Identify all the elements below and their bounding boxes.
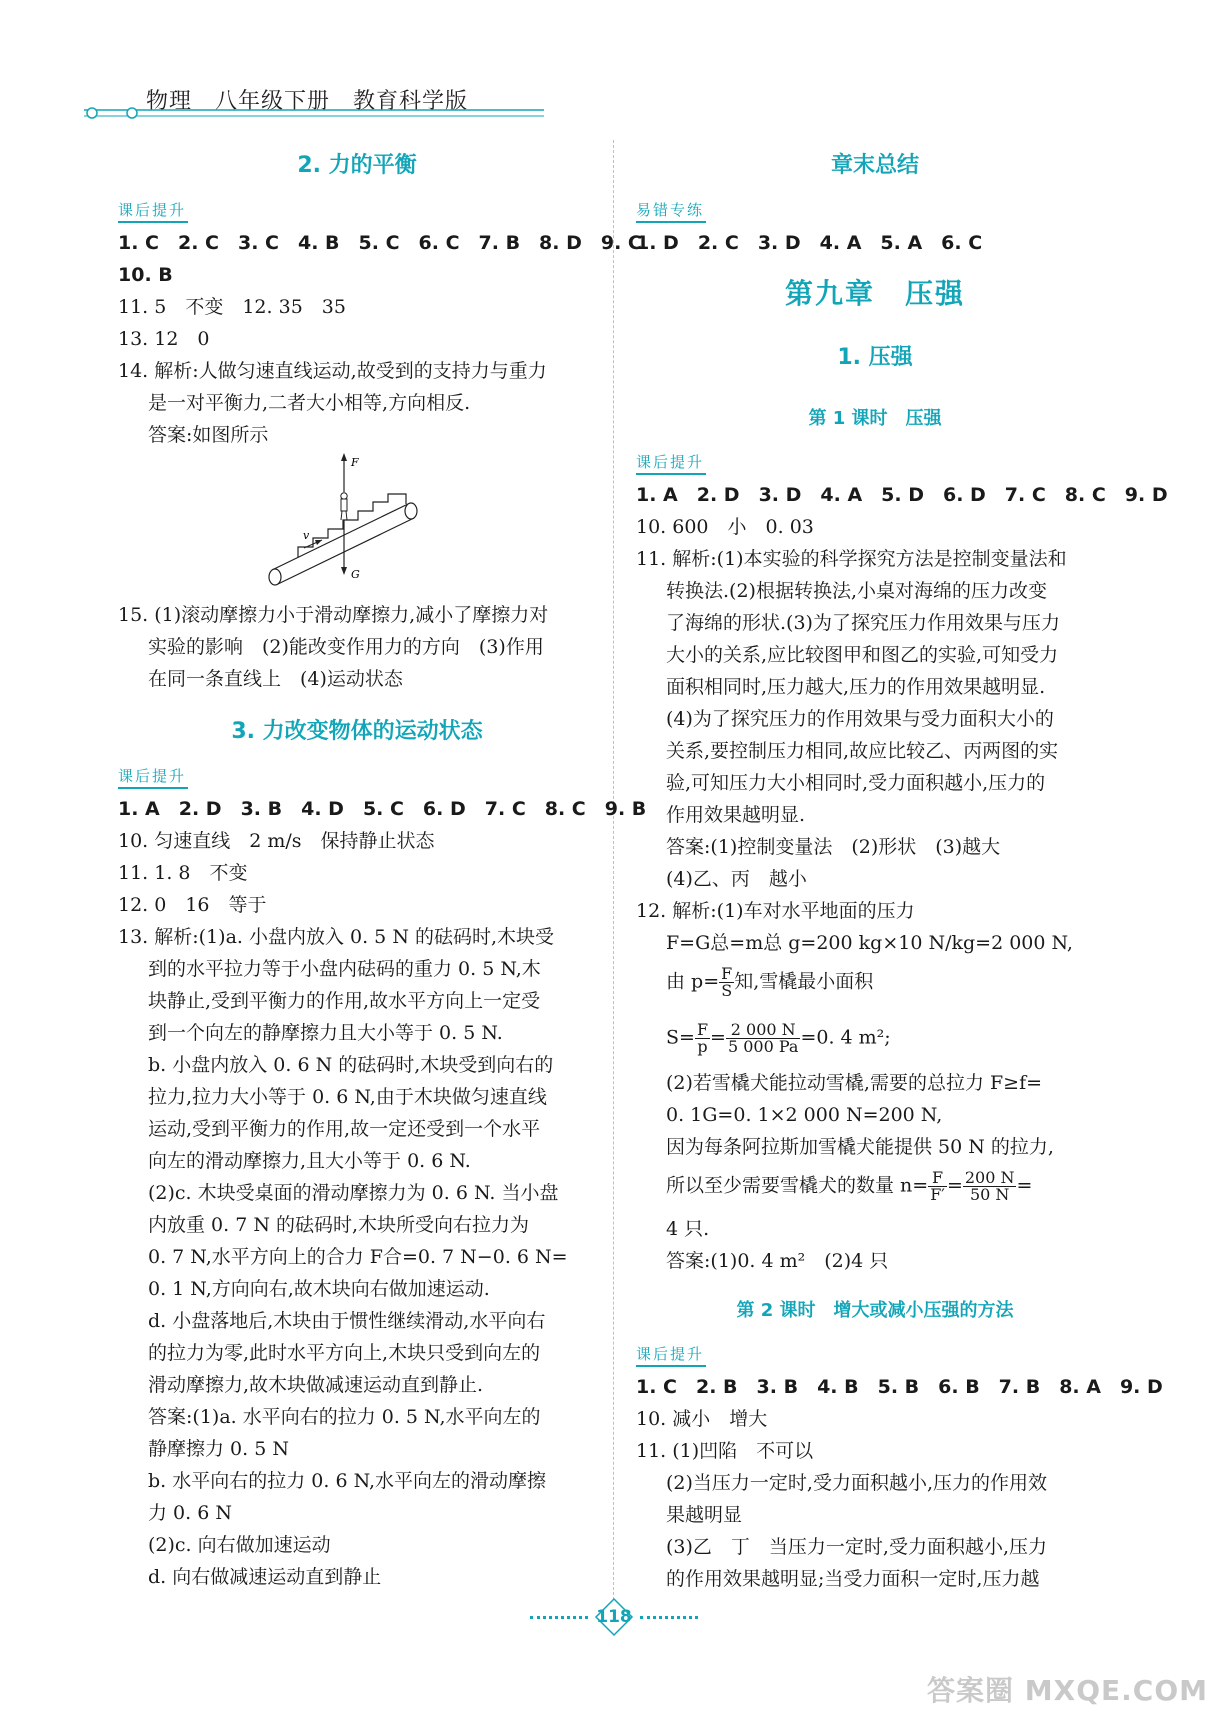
formula-text: =0. 4 m²; bbox=[800, 1026, 891, 1049]
answer-line: (4)为了探究压力的作用效果与受力面积大小的 bbox=[666, 708, 1054, 730]
escalator-force-figure bbox=[258, 452, 428, 592]
numerator: F bbox=[696, 1020, 709, 1039]
answer-line: 实验的影响 (2)能改变作用力的方向 (3)作用 bbox=[148, 636, 544, 658]
answer-line: 10. 600 小 0. 03 bbox=[636, 516, 814, 538]
answer-line: 1. A 2. D 3. B 4. D 5. C 6. D 7. C 8. C 9. B bbox=[118, 798, 647, 820]
answer-line: 12. 0 16 等于 bbox=[118, 894, 267, 916]
answer-line: (3)乙 丁 当压力一定时,受力面积越小,压力 bbox=[666, 1536, 1047, 1558]
answer-line: (2)当压力一定时,受力面积越小,压力的作用效 bbox=[666, 1472, 1047, 1494]
numerator: F bbox=[928, 1170, 947, 1187]
page-number-dots-left bbox=[530, 1616, 588, 1619]
answer-line: (4)乙、丙 越小 bbox=[666, 868, 807, 890]
numerator: F bbox=[721, 964, 733, 983]
lesson-title-2: 第 2 课时 增大或减小压强的方法 bbox=[736, 1300, 1014, 1321]
fraction bbox=[719, 966, 734, 999]
answer-line: 作用效果越明显. bbox=[666, 804, 806, 826]
velocity-label: v bbox=[303, 529, 310, 542]
formula-text: 由 p= bbox=[666, 970, 720, 993]
answer-line: 10. 匀速直线 2 m/s 保持静止状态 bbox=[118, 830, 435, 852]
answer-line: 0. 7 N,水平方向上的合力 F合=0. 7 N−0. 6 N= bbox=[148, 1246, 568, 1268]
answer-line: 11. 1. 8 不变 bbox=[118, 862, 248, 884]
tag-after-class: 课后提升 bbox=[636, 1344, 706, 1367]
numerator: 2 000 N bbox=[726, 1022, 800, 1039]
fraction bbox=[963, 1170, 1017, 1203]
answer-line: 滑动摩擦力,故木块做减速运动直到静止. bbox=[148, 1374, 484, 1396]
fraction bbox=[928, 1170, 947, 1203]
answer-line: 10. B bbox=[118, 264, 173, 286]
denominator: p bbox=[697, 1037, 708, 1056]
answer-line: (2)c. 向右做加速运动 bbox=[148, 1534, 331, 1556]
chapter-title: 第九章 压强 bbox=[784, 277, 965, 310]
denominator: 50 N bbox=[969, 1185, 1010, 1204]
formula-text: 所以至少需要雪橇犬的数量 n= bbox=[666, 1174, 929, 1197]
answer-line: 答案:(1)0. 4 m² (2)4 只 bbox=[666, 1250, 889, 1272]
answer-line: 1. D 2. C 3. D 4. A 5. A 6. C bbox=[636, 232, 983, 254]
answer-line: 答案:(1)控制变量法 (2)形状 (3)越大 bbox=[666, 836, 1001, 858]
answer-line: 是一对平衡力,二者大小相等,方向相反. bbox=[148, 392, 471, 414]
denominator: S bbox=[721, 981, 733, 1000]
answer-line: 15. (1)滚动摩擦力小于滑动摩擦力,减小了摩擦力对 bbox=[118, 604, 549, 626]
answer-line: (2)c. 木块受桌面的滑动摩擦力为 0. 6 N. 当小盘 bbox=[148, 1182, 559, 1204]
answer-line: 14. 解析:人做匀速直线运动,故受到的支持力与重力 bbox=[118, 360, 547, 382]
fraction bbox=[695, 1022, 710, 1055]
answer-line: 果越明显 bbox=[666, 1504, 743, 1526]
answer-line: d. 小盘落地后,木块由于惯性继续滑动,水平向右 bbox=[148, 1310, 546, 1332]
answer-line: 力 0. 6 N bbox=[148, 1502, 232, 1524]
answer-line: 12. 解析:(1)车对水平地面的压力 bbox=[636, 900, 915, 922]
answer-line: 内放重 0. 7 N 的砝码时,木块所受向右拉力为 bbox=[148, 1214, 530, 1236]
tag-error-practice: 易错专练 bbox=[636, 200, 706, 223]
answer-line: 1. C 2. B 3. B 4. B 5. B 6. B 7. B 8. A 9. D bbox=[636, 1376, 1163, 1398]
formula-text: 知,雪橇最小面积 bbox=[734, 970, 874, 993]
answer-line: 转换法.(2)根据转换法,小桌对海绵的压力改变 bbox=[666, 580, 1047, 602]
header-title: 物理 八年级下册 教育科学版 bbox=[146, 89, 469, 114]
answer-line: 10. 减小 增大 bbox=[636, 1408, 768, 1430]
answer-line: 在同一条直线上 (4)运动状态 bbox=[148, 668, 403, 690]
answer-line: 11. (1)凹陷 不可以 bbox=[636, 1440, 814, 1462]
answer-line: 的拉力为零,此时水平方向上,木块只受到向左的 bbox=[148, 1342, 541, 1364]
answer-line: 到一个向左的静摩擦力且大小等于 0. 5 N. bbox=[148, 1022, 503, 1044]
answer-line: 0. 1G=0. 1×2 000 N=200 N, bbox=[666, 1104, 943, 1126]
answer-line: 13. 12 0 bbox=[118, 328, 210, 350]
answer-line: 运动,受到平衡力的作用,故一定还受到一个水平 bbox=[148, 1118, 541, 1140]
page-number-dots-right bbox=[640, 1616, 698, 1619]
lesson-title-1: 第 1 课时 压强 bbox=[808, 408, 942, 429]
answer-line: 向左的滑动摩擦力,且大小等于 0. 6 N. bbox=[148, 1150, 471, 1172]
answer-line: 4 只. bbox=[666, 1218, 710, 1240]
formula-line bbox=[666, 966, 1144, 999]
answer-line: 的作用效果越明显;当受力面积一定时,压力越 bbox=[666, 1568, 1040, 1590]
header-decoration bbox=[84, 104, 554, 124]
answer-line: 块静止,受到平衡力的作用,故水平方向上一定受 bbox=[148, 990, 541, 1012]
answer-line: 关系,要控制压力相同,故应比较乙、丙两图的实 bbox=[666, 740, 1059, 762]
denominator: F′ bbox=[930, 1185, 945, 1204]
answer-line: 答案:(1)a. 水平向右的拉力 0. 5 N,水平向左的 bbox=[148, 1406, 541, 1428]
answer-line: 拉力,拉力大小等于 0. 6 N,由于木块做匀速直线 bbox=[148, 1086, 547, 1108]
section-title-motion-state: 3. 力改变物体的运动状态 bbox=[231, 719, 483, 744]
answer-line: b. 水平向右的拉力 0. 6 N,水平向左的滑动摩擦 bbox=[148, 1470, 547, 1492]
watermark-logo: 答案圈 MXQE.COM bbox=[927, 1674, 1208, 1707]
answer-line: 因为每条阿拉斯加雪橇犬能提供 50 N 的拉力, bbox=[666, 1136, 1054, 1158]
page-number bbox=[594, 1597, 634, 1637]
answer-line: d. 向右做减速运动直到静止 bbox=[148, 1566, 382, 1588]
answer-line: 11. 解析:(1)本实验的科学探究方法是控制变量法和 bbox=[636, 548, 1067, 570]
answer-line: 13. 解析:(1)a. 小盘内放入 0. 5 N 的砝码时,木块受 bbox=[118, 926, 555, 948]
answer-line: 0. 1 N,方向向右,故木块向右做加速运动. bbox=[148, 1278, 490, 1300]
formula-text: S= bbox=[666, 1026, 695, 1049]
answer-line: (2)若雪橇犬能拉动雪橇,需要的总拉力 F≥f= bbox=[666, 1072, 1043, 1094]
answer-line: 1. C 2. C 3. C 4. B 5. C 6. C 7. B 8. D 9. C bbox=[118, 232, 642, 254]
force-f-label: F bbox=[351, 456, 359, 469]
answer-line: 面积相同时,压力越大,压力的作用效果越明显. bbox=[666, 676, 1046, 698]
answer-line: 静摩擦力 0. 5 N bbox=[148, 1438, 289, 1460]
section-title-pressure: 1. 压强 bbox=[837, 345, 913, 370]
section-title-chapter-summary: 章末总结 bbox=[830, 153, 919, 178]
tag-after-class: 课后提升 bbox=[118, 200, 188, 223]
formula-line: 所以至少需要雪橇犬的数量 n= $\frac{F}{F'}$ = $\frac{200 N}{50 N}$ = bbox=[666, 1168, 1033, 1204]
formula-line: S= $\frac{F}{p}$ = $\frac{2 000 N}{5 000 Pa}$ =0. 4 m²; bbox=[666, 1020, 891, 1056]
answer-line: F=G总=m总 g=200 kg×10 N/kg=2 000 N, bbox=[666, 932, 1073, 954]
section-title-force-balance: 2. 力的平衡 bbox=[297, 153, 417, 178]
force-g-label: G bbox=[351, 568, 360, 581]
fraction bbox=[726, 1022, 800, 1055]
answer-line: 答案:如图所示 bbox=[148, 424, 269, 446]
page-number-text: 118 bbox=[596, 1607, 632, 1627]
answer-line: 到的水平拉力等于小盘内砝码的重力 0. 5 N,木 bbox=[148, 958, 541, 980]
answer-line: 验,可知压力大小相同时,受力面积越小,压力的 bbox=[666, 772, 1046, 794]
answer-line: 1. A 2. D 3. D 4. A 5. D 6. D 7. C 8. C 9. D bbox=[636, 484, 1168, 506]
numerator: 200 N bbox=[964, 1168, 1015, 1187]
formula-text: = bbox=[946, 1174, 963, 1197]
answer-line: 了海绵的形状.(3)为了探究压力作用效果与压力 bbox=[666, 612, 1060, 634]
tag-after-class: 课后提升 bbox=[636, 452, 706, 475]
tag-after-class: 课后提升 bbox=[118, 766, 188, 789]
answer-line: 大小的关系,应比较图甲和图乙的实验,可知受力 bbox=[666, 644, 1059, 666]
denominator: 5 000 Pa bbox=[727, 1037, 799, 1056]
answer-line: b. 小盘内放入 0. 6 N 的砝码时,木块受到向右的 bbox=[148, 1054, 554, 1076]
answer-line: 11. 5 不变 12. 35 35 bbox=[118, 296, 346, 318]
